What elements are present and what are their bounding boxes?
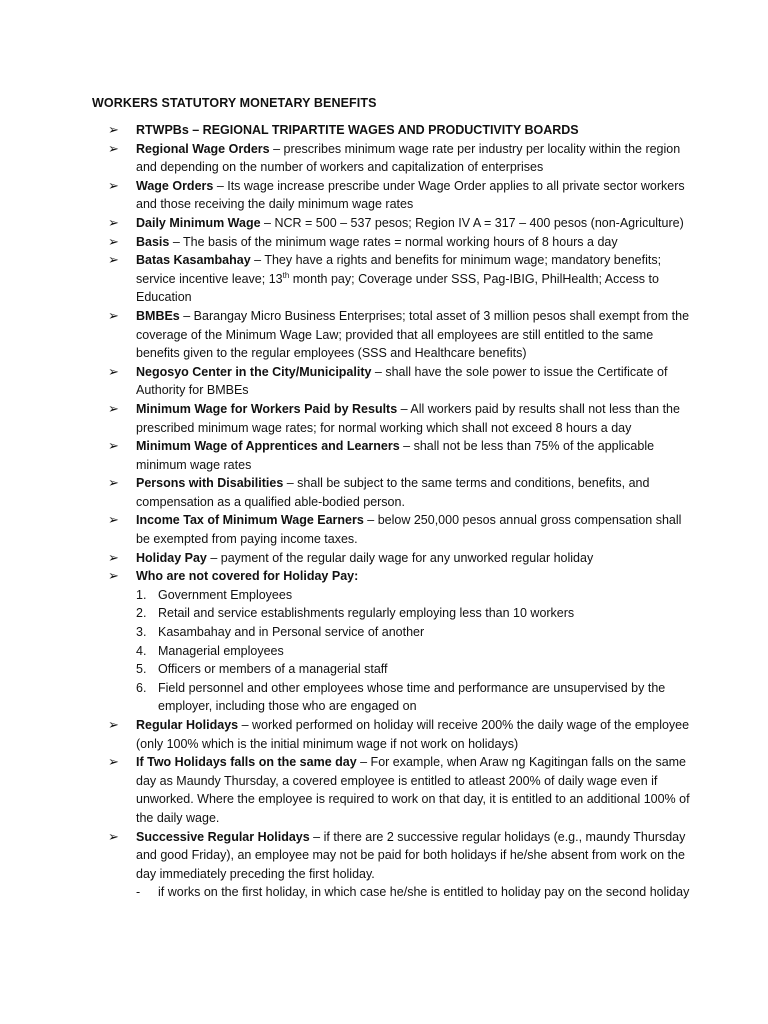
arrow-bullet-icon: ➢	[108, 252, 119, 268]
item-term: Holiday Pay	[136, 550, 207, 565]
list-item	[108, 511, 690, 548]
list-item	[108, 363, 690, 400]
item-term: RTWPBs – REGIONAL TRIPARTITE WAGES AND PRODUCTIVITY BOARDS	[136, 123, 579, 137]
item-term: Negosyo Center in the City/Municipality	[136, 364, 372, 379]
arrow-bullet-icon: ➢	[108, 717, 119, 732]
item-text: – payment of the regular daily wage for any unworked regular holiday	[206, 550, 594, 565]
item-term: Regular Holidays	[136, 718, 239, 732]
arrow-bullet-icon: ➢	[108, 233, 119, 249]
item-text-continued: month pay; Coverage under SSS, Pag-IBIG, PhilHealth; Access to Education	[136, 271, 659, 305]
arrow-bullet-icon: ➢	[108, 512, 119, 528]
item-text: – For example, when Araw ng Kagitingan falls on the same day as Maundy Thursday, a covered employee is entitled to atleast 200% of daily wage even if unworked. Where the employee is required to work on that day, it is entitled to an additional 100% of the daily wage.	[136, 755, 690, 825]
list-item	[108, 214, 690, 233]
item-term: Minimum Wage of Apprentices and Learners	[136, 439, 400, 454]
arrow-bullet-icon: ➢	[108, 438, 119, 454]
item-text: – NCR = 500 – 537 pesos; Region IV A = 317 – 400 pesos (non-Agriculture)	[260, 215, 684, 230]
dash-item	[108, 883, 690, 902]
arrow-bullet-icon: ➢	[108, 122, 119, 137]
item-term: Regional Wage Orders	[136, 141, 270, 156]
item-term: Who are not covered for Holiday Pay:	[136, 569, 359, 584]
item-term: Batas Kasambahay	[136, 253, 251, 268]
list-item	[108, 251, 690, 307]
numbered-item	[108, 623, 690, 642]
list-item	[108, 121, 690, 140]
list-item	[108, 716, 690, 753]
item-number: 5.	[136, 662, 147, 677]
superscript: th	[282, 270, 290, 280]
arrow-bullet-icon: ➢	[108, 568, 119, 584]
item-text: – shall have the sole power to issue the Certificate of Authority for BMBEs	[136, 364, 668, 398]
numbered-item	[108, 660, 690, 679]
arrow-bullet-icon: ➢	[108, 754, 119, 770]
arrow-bullet-icon: ➢	[108, 828, 119, 844]
arrow-bullet-icon: ➢	[108, 363, 119, 379]
item-term: Basis	[136, 234, 170, 249]
item-text: – The basis of the minimum wage rates = normal working hours of 8 hours a day	[169, 234, 618, 249]
item-text: – prescribes minimum wage rate per industry per locality within the region and depending on the number of workers and capitalization of enterprises	[136, 141, 681, 175]
arrow-bullet-icon: ➢	[108, 307, 119, 323]
list-item	[108, 828, 690, 884]
item-text: – Barangay Micro Business Enterprises; total asset of 3 million pesos shall exempt from the coverage of the Minimum Wage Law; provided that all employees are still entitled to the same benefits given to the regular employees (SSS and Healthcare benefits)	[136, 308, 690, 361]
numbered-item	[108, 679, 690, 716]
item-term: Successive Regular Holidays	[136, 829, 310, 844]
item-text: – if there are 2 successive regular holidays (e.g., maundy Thursday and good Friday), an employee may not be paid for both holidays if he/she absent from work on the day immediately preceding the first holiday.	[136, 829, 686, 881]
numbered-item	[108, 604, 690, 623]
arrow-bullet-icon: ➢	[108, 140, 119, 156]
item-number: 4.	[136, 643, 147, 658]
list-item	[108, 437, 690, 474]
item-text: – worked performed on holiday will receive 200% the daily wage of the employee (only 100% which is the initial minimum wage if not work on holidays)	[136, 718, 690, 751]
numbered-item	[108, 586, 690, 605]
item-text: – shall be subject to the same terms and conditions, benefits, and compensation as a qualified able-bodied person.	[136, 476, 650, 509]
dash-bullet-icon: -	[136, 885, 141, 900]
item-term: Wage Orders	[136, 178, 214, 193]
item-text: Retail and service establishments regularly employing less than 10 workers	[158, 606, 575, 621]
arrow-bullet-icon: ➢	[108, 177, 119, 193]
item-term: If Two Holidays falls on the same day	[136, 755, 357, 770]
list-item	[108, 177, 690, 214]
item-term: BMBEs	[136, 308, 180, 323]
item-text: – shall not be less than 75% of the applicable minimum wage rates	[136, 439, 655, 472]
item-number: 6.	[136, 680, 147, 695]
list-item	[108, 474, 690, 511]
item-number: 2.	[136, 606, 147, 621]
item-term: Daily Minimum Wage	[136, 215, 261, 230]
numbered-item	[108, 642, 690, 661]
item-term: Income Tax of Minimum Wage Earners	[136, 513, 364, 528]
item-text: Field personnel and other employees whose time and performance are unsupervised by the employer, including those who are engaged on	[158, 680, 666, 714]
arrow-bullet-icon: ➢	[108, 400, 119, 416]
list-item	[108, 400, 690, 437]
arrow-bullet-icon: ➢	[108, 549, 119, 565]
list-item	[108, 753, 690, 827]
benefits-list	[108, 121, 690, 902]
item-number: 1.	[136, 587, 147, 602]
list-item	[108, 549, 690, 568]
item-text: – They have a rights and benefits for minimum wage; mandatory benefits; service incentive leave; 13	[136, 253, 662, 286]
list-item	[108, 233, 690, 252]
item-text: if works on the first holiday, in which case he/she is entitled to holiday pay on the second holiday	[158, 885, 690, 900]
arrow-bullet-icon: ➢	[108, 214, 119, 230]
document-title: WORKERS STATUTORY MONETARY BENEFITS	[92, 96, 377, 110]
item-number: 3.	[136, 625, 147, 640]
list-item	[108, 140, 690, 177]
item-text: Government Employees	[158, 587, 293, 602]
item-text: Kasambahay and in Personal service of another	[158, 625, 425, 640]
item-text: Officers or members of a managerial staff	[158, 662, 388, 677]
item-text: – Its wage increase prescribe under Wage Order applies to all private sector workers and those receiving the daily minimum wage rates	[136, 178, 685, 212]
list-item	[108, 567, 690, 586]
item-text: – All workers paid by results shall not less than the prescribed minimum wage rates; for normal working which shall not exceed 8 hours a day	[136, 401, 680, 435]
item-term: Minimum Wage for Workers Paid by Results	[136, 401, 398, 416]
item-term: Persons with Disabilities	[136, 476, 284, 491]
item-text: Managerial employees	[158, 643, 284, 658]
arrow-bullet-icon: ➢	[108, 475, 119, 491]
list-item	[108, 307, 690, 363]
item-text: – below 250,000 pesos annual gross compensation shall be exempted from paying income taxes.	[136, 513, 682, 547]
